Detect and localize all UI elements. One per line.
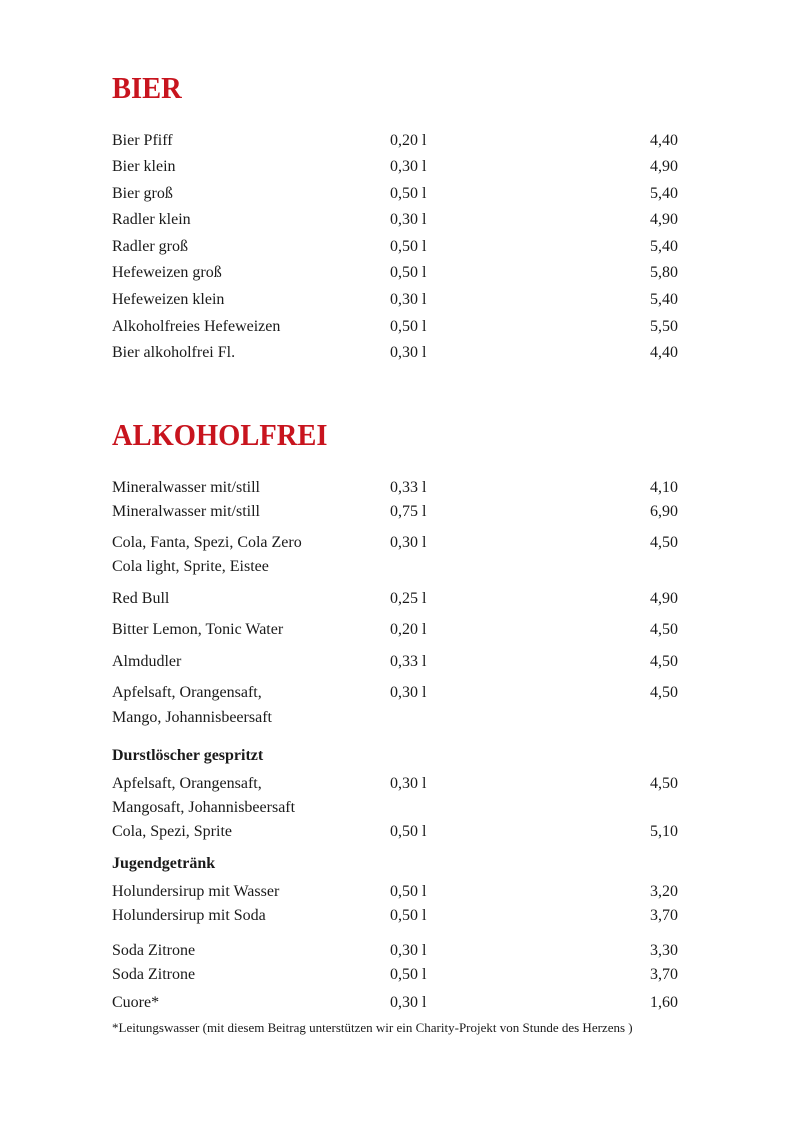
item-price: 1,60 [650,994,678,1011]
item-name-continuation: Mangosaft, Johannisbeersaft [112,799,296,816]
item-name: Hefeweizen klein [112,291,225,308]
item-price: 3,30 [650,942,678,959]
item-name: Bier Pfiff [112,132,173,149]
menu-item [112,651,678,673]
item-price: 5,40 [650,185,678,202]
item-name: Holundersirup mit Wasser [112,883,280,900]
item-name: Cuore* [112,994,160,1011]
item-price: 4,90 [650,158,678,175]
subsection-title-jugendgetraenk: Jugendgetränk [112,855,216,872]
item-price: 4,50 [650,775,678,792]
item-price: 4,40 [650,344,678,361]
item-volume: 0,30 l [390,291,427,308]
item-price: 4,40 [650,132,678,149]
menu-item [112,289,678,311]
menu-item [112,342,678,364]
item-price: 5,50 [650,318,678,335]
item-name: Radler groß [112,238,188,255]
item-price: 3,20 [650,883,678,900]
item-volume: 0,50 l [390,883,427,900]
item-price: 4,50 [650,621,678,638]
item-volume: 0,25 l [390,590,427,607]
menu-item [112,262,678,284]
item-volume: 0,30 l [390,158,427,175]
item-volume: 0,50 l [390,185,427,202]
section-title-bier: BIER [112,70,182,105]
item-volume: 0,30 l [390,684,427,701]
menu-item [112,619,678,641]
item-name: Soda Zitrone [112,942,196,959]
menu-item [112,532,678,554]
item-volume: 0,30 l [390,211,427,228]
item-volume: 0,30 l [390,534,427,551]
item-price: 5,40 [650,291,678,308]
item-name: Cola, Spezi, Sprite [112,823,232,840]
item-name: Radler klein [112,211,191,228]
item-volume: 0,50 l [390,318,427,335]
item-price: 5,80 [650,264,678,281]
subsection-title-durstloescher: Durstlöscher gespritzt [112,747,264,764]
item-name: Holundersirup mit Soda [112,907,266,924]
item-volume: 0,50 l [390,238,427,255]
menu-item [112,130,678,152]
menu-item [112,905,678,927]
section-title-alkoholfrei: ALKOHOLFREI [112,417,328,452]
item-name: Mineralwasser mit/still [112,479,260,496]
item-name: Bier alkoholfrei Fl. [112,344,236,361]
item-name: Almdudler [112,653,182,670]
item-price: 4,50 [650,653,678,670]
menu-item [112,316,678,338]
menu-item [112,501,678,523]
item-price: 5,40 [650,238,678,255]
item-name-continuation: Mango, Johannisbeersaft [112,709,272,726]
item-name: Cola, Fanta, Spezi, Cola Zero [112,534,302,551]
item-volume: 0,33 l [390,653,427,670]
item-price: 3,70 [650,966,678,983]
item-price: 4,90 [650,211,678,228]
item-name: Mineralwasser mit/still [112,503,260,520]
item-price: 4,50 [650,534,678,551]
item-price: 4,10 [650,479,678,496]
item-volume: 0,30 l [390,942,427,959]
item-volume: 0,30 l [390,994,427,1011]
item-name: Alkoholfreies Hefeweizen [112,318,281,335]
menu-item [112,881,678,903]
item-name: Red Bull [112,590,170,607]
item-volume: 0,50 l [390,264,427,281]
menu-item [112,821,678,843]
item-price: 3,70 [650,907,678,924]
item-name-continuation: Cola light, Sprite, Eistee [112,558,269,575]
menu-item [112,992,678,1014]
item-volume: 0,75 l [390,503,427,520]
item-volume: 0,33 l [390,479,427,496]
item-price: 5,10 [650,823,678,840]
menu-item [112,156,678,178]
item-price: 4,50 [650,684,678,701]
item-volume: 0,50 l [390,966,427,983]
item-volume: 0,20 l [390,621,427,638]
item-name: Bier klein [112,158,176,175]
menu-item [112,940,678,962]
footnote: *Leitungswasser (mit diesem Beitrag unterstützen wir ein Charity-Projekt von Stunde des Herzens ) [112,1020,633,1035]
item-volume: 0,50 l [390,907,427,924]
item-name: Soda Zitrone [112,966,196,983]
item-name: Apfelsaft, Orangensaft, [112,684,262,701]
item-name: Bier groß [112,185,173,202]
item-volume: 0,30 l [390,775,427,792]
menu-item [112,236,678,258]
item-volume: 0,20 l [390,132,427,149]
item-name: Bitter Lemon, Tonic Water [112,621,284,638]
item-name: Hefeweizen groß [112,264,222,281]
menu-item [112,209,678,231]
menu-item [112,588,678,610]
menu-item [112,477,678,499]
menu-item [112,773,678,795]
menu-item [112,964,678,986]
menu-item [112,682,678,704]
menu-item [112,183,678,205]
item-price: 4,90 [650,590,678,607]
item-name: Apfelsaft, Orangensaft, [112,775,262,792]
item-volume: 0,50 l [390,823,427,840]
item-price: 6,90 [650,503,678,520]
item-volume: 0,30 l [390,344,427,361]
